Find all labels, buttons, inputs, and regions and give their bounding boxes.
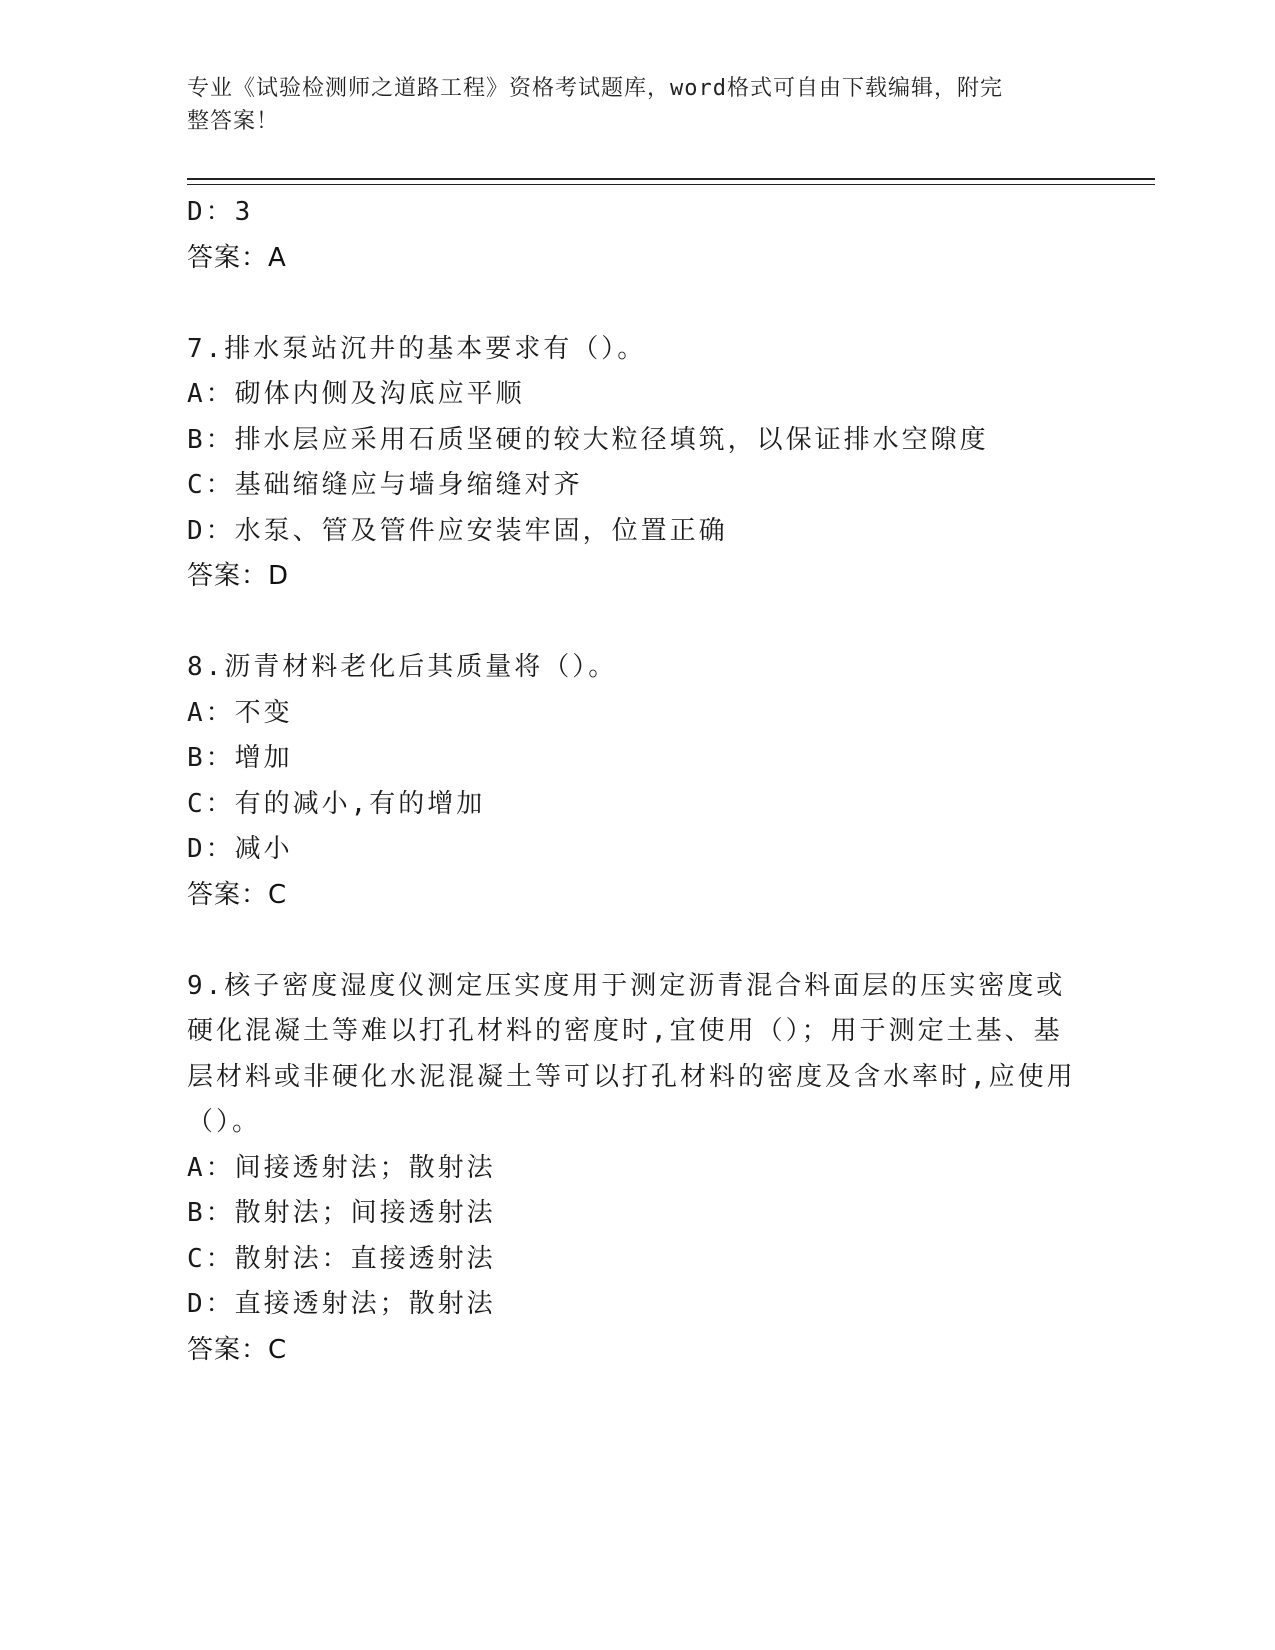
option-c: C：有的减小,有的增加 <box>187 788 486 819</box>
question-stem-line: （）。 <box>187 1107 262 1137</box>
option-c: C：散射法：直接透射法 <box>187 1243 496 1274</box>
option-d: D：直接透射法；散射法 <box>187 1289 496 1319</box>
document-header <box>187 72 1067 138</box>
header-divider-thick <box>187 178 1155 180</box>
answer: 答案：C <box>187 879 288 910</box>
header-divider-thin <box>187 184 1155 185</box>
prev-answer: 答案：A <box>187 242 287 273</box>
header-line-1: 专业《试验检测师之道路工程》资格考试题库，word格式可自由下载编辑，附完 <box>187 76 1003 101</box>
question-9 <box>187 964 1087 1374</box>
option-a: A：砌体内侧及沟底应平顺 <box>187 379 525 409</box>
header-line-2: 整答案！ <box>187 109 280 134</box>
option-a: A：间接透射法；散射法 <box>187 1152 496 1183</box>
option-c: C：基础缩缝应与墙身缩缝对齐 <box>187 470 583 500</box>
question-stem: 8.沥青材料老化后其质量将（）。 <box>187 652 618 682</box>
spacer <box>187 600 1087 646</box>
option-b: B：排水层应采用石质坚硬的较大粒径填筑，以保证排水空隙度 <box>187 424 989 455</box>
option-d: D：水泵、管及管件应安装牢固，位置正确 <box>187 515 728 546</box>
option-a: A：不变 <box>187 697 293 728</box>
prev-option-d: D：3 <box>187 197 254 227</box>
question-stem-line: 9.核子密度湿度仪测定压实度用于测定沥青混合料面层的压实密度或 <box>187 970 1066 1001</box>
question-stem: 7.排水泵站沉井的基本要求有（）。 <box>187 333 647 364</box>
option-d: D：减小 <box>187 834 293 864</box>
question-7 <box>187 327 1087 600</box>
question-8 <box>187 645 1087 918</box>
spacer <box>187 281 1087 327</box>
question-stem-line: 硬化混凝土等难以打孔材料的密度时,宜使用（）；用于测定土基、基 <box>187 1016 1063 1046</box>
question-stem-line: 层材料或非硬化水泥混凝土等可以打孔材料的密度及含水率时,应使用 <box>187 1061 1076 1092</box>
option-b: B：散射法；间接透射法 <box>187 1198 496 1228</box>
answer: 答案：D <box>187 561 290 591</box>
question-list <box>187 190 1087 1373</box>
answer: 答案：C <box>187 1334 288 1365</box>
spacer <box>187 918 1087 964</box>
option-b: B：增加 <box>187 743 293 773</box>
